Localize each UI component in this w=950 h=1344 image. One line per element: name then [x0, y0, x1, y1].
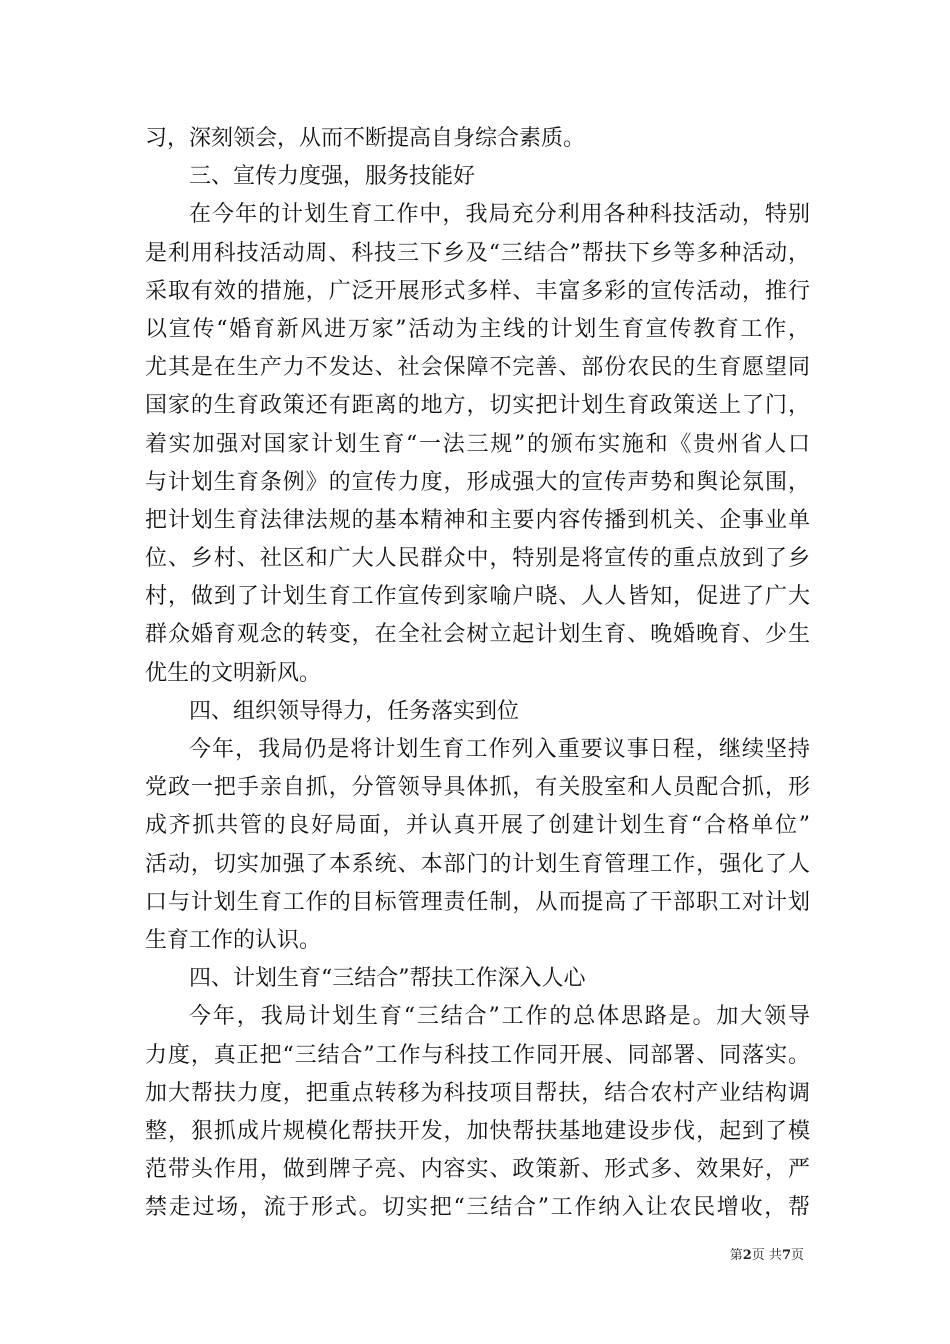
text-line: 整，狠抓成片规模化帮扶开发，加快帮扶基地建设步伐，起到了模	[145, 1118, 810, 1144]
text-line: 习，深刻领会，从而不断提高自身综合素质。	[145, 126, 586, 151]
text-line: 尤其是在生产力不发达、社会保障不完善、部份农民的生育愿望同	[145, 355, 810, 381]
text-line: 生育工作的认识。	[145, 927, 322, 953]
footer-prefix: 第	[729, 1248, 743, 1263]
footer-current-page: 2	[742, 1248, 752, 1263]
text-line: 国家的生育政策还有距离的地方，切实把计划生育政策送上了门，	[145, 393, 810, 419]
text-line: 优生的文明新风。	[145, 660, 322, 686]
text-line: 采取有效的措施，广泛开展形式多样、丰富多彩的宣传活动，推行	[145, 278, 810, 304]
text-line: 加大帮扶力度，把重点转移为科技项目帮扶，结合农村产业结构调	[145, 1080, 810, 1106]
page-number-footer	[730, 1248, 804, 1264]
text-line: 以宣传“婚育新风进万家”活动为主线的计划生育宣传教育工作，	[145, 316, 810, 342]
text-line: 三、宣传力度强，服务技能好	[189, 164, 476, 190]
text-line: 群众婚育观念的转变，在全社会树立起计划生育、晚婚晚育、少生	[145, 622, 810, 648]
text-line: 今年，我局计划生育“三结合”工作的总体思路是。加大领导	[189, 1004, 810, 1030]
text-line: 位、乡村、社区和广大人民群众中，特别是将宣传的重点放到了乡	[145, 546, 810, 572]
footer-total-pages: 7	[781, 1248, 791, 1263]
text-line: 口与计划生育工作的目标管理责任制，从而提高了干部职工对计划	[145, 889, 810, 915]
text-line: 范带头作用，做到牌子亮、内容实、政策新、形式多、效果好，严	[145, 1157, 810, 1183]
text-line: 党政一把手亲自抓，分管领导具体抓，有关股室和人员配合抓，形	[145, 775, 810, 801]
text-line: 村，做到了计划生育工作宣传到家喻户晓、人人皆知，促进了广大	[145, 584, 810, 610]
footer-middle: 页 共	[751, 1248, 782, 1263]
text-line: 与计划生育条例》的宣传力度，形成强大的宣传声势和舆论氛围，	[145, 469, 810, 495]
text-line: 四、组织领导得力，任务落实到位	[189, 698, 520, 724]
text-line: 着实加强对国家计划生育“一法三规”的颁布实施和《贵州省人口	[145, 431, 810, 457]
text-line: 今年，我局仍是将计划生育工作列入重要议事日程，继续坚持	[189, 737, 810, 762]
footer-suffix: 页	[790, 1248, 804, 1263]
text-line: 力度，真正把“三结合”工作与科技工作同开展、同部署、同落实。	[145, 1042, 810, 1068]
text-line: 在今年的计划生育工作中，我局充分利用各种科技活动，特别	[189, 202, 810, 228]
text-line: 四、计划生育“三结合”帮扶工作深入人心	[189, 966, 586, 992]
text-line: 是利用科技活动周、科技三下乡及“三结合”帮扶下乡等多种活动，	[145, 240, 810, 266]
text-line: 成齐抓共管的良好局面，并认真开展了创建计划生育“合格单位”	[145, 813, 810, 839]
text-line: 禁走过场，流于形式。切实把“三结合”工作纳入让农民增收，帮	[145, 1195, 810, 1221]
text-line: 活动，切实加强了本系统、本部门的计划生育管理工作，强化了人	[145, 851, 810, 877]
text-line: 把计划生育法律法规的基本精神和主要内容传播到机关、企事业单	[145, 507, 810, 533]
document-body	[145, 120, 810, 1227]
